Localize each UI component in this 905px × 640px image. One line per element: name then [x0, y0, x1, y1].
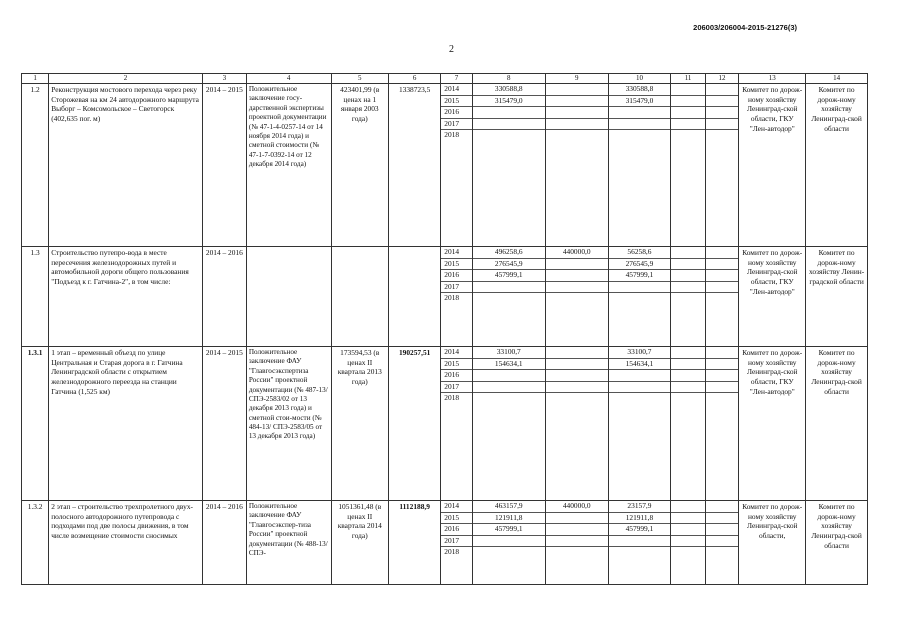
total: 1338723,5 [389, 84, 441, 247]
year: 2015 [441, 513, 471, 525]
year: 2016 [441, 107, 471, 119]
object-name: 2 этап – строительство трехпролетного двух-полосного автодорожного путепровода с подходами под две полосы движения, в том числе возмещение стоимости сносимых [49, 501, 203, 585]
amount-local-cell [671, 501, 706, 585]
program-table [21, 73, 868, 585]
year: 2017 [441, 536, 471, 548]
year: 2014 [441, 347, 471, 359]
total: 1112188,9 [389, 501, 441, 585]
amount-other-cell [705, 347, 738, 501]
executor: Комитет по дорож-ному хозяйству Ленинград-ской области [806, 347, 868, 501]
amount-total: 121911,8 [473, 513, 545, 525]
amount-federal [546, 259, 608, 271]
amount-regional-cell [608, 247, 671, 347]
amount-total: 496258,6 [473, 247, 545, 259]
page-number: 2 [449, 44, 454, 55]
amount-total-cell [472, 84, 545, 247]
amount-total [473, 547, 545, 558]
amount-regional: 457999,1 [609, 524, 671, 536]
amount-federal [546, 119, 608, 131]
amount-federal [546, 393, 608, 404]
customer: Комитет по дорож-ному хозяйству Ленинград-ской области, ГКУ "Лен-автодор" [739, 247, 806, 347]
amount-regional-cell [608, 501, 671, 585]
amount-federal [546, 513, 608, 525]
amount-regional [609, 107, 671, 119]
year: 2015 [441, 96, 471, 108]
col-header: 9 [545, 74, 608, 84]
row-number: 1.2 [22, 84, 49, 247]
amount-federal [546, 524, 608, 536]
executor: Комитет по дорож-ному хозяйству Ленинград-ской области [806, 84, 868, 247]
amount-regional: 33100,7 [609, 347, 671, 359]
amount-local-cell [671, 347, 706, 501]
amount-regional: 315479,0 [609, 96, 671, 108]
expertise: Положительное заключение госу-дарственной экспертизы проектной документации (№ 47-1-4-0257-14 от 14 ноября 2014 года) и сметной стоимости (№ 47-1-7-0392-14 от 12 декабря 2014 года) [246, 84, 331, 247]
amount-federal [546, 359, 608, 371]
row-number: 1.3.2 [22, 501, 49, 585]
amount-federal [546, 84, 608, 96]
amount-federal-cell [545, 247, 608, 347]
amount-federal-cell [545, 84, 608, 247]
amount-regional: 154634,1 [609, 359, 671, 371]
row-number: 1.3.1 [22, 347, 49, 501]
amount-federal [546, 547, 608, 558]
amount-total: 315479,0 [473, 96, 545, 108]
amount-regional-cell [608, 84, 671, 247]
amount-total: 33100,7 [473, 347, 545, 359]
amount-total [473, 282, 545, 294]
amount-regional [609, 547, 671, 558]
total [389, 247, 441, 347]
amount-federal [546, 347, 608, 359]
amount-regional-cell [608, 347, 671, 501]
amount-regional [609, 282, 671, 294]
year: 2014 [441, 501, 471, 513]
year: 2014 [441, 84, 471, 96]
year: 2018 [444, 293, 460, 303]
table-row [22, 84, 868, 247]
document-number: 206003/206004-2015-21276(3) [693, 23, 797, 32]
col-header: 1 [22, 74, 49, 84]
amount-regional [609, 293, 671, 304]
amount-federal: 440000,0 [546, 247, 608, 259]
amount-regional [609, 382, 671, 394]
col-header: 11 [671, 74, 706, 84]
years-cell [441, 247, 472, 347]
amount-total [473, 119, 545, 131]
col-header: 14 [806, 74, 868, 84]
table-row [22, 247, 868, 347]
customer: Комитет по дорож-ному хозяйству Ленинград-ской области, ГКУ "Лен-автодор" [739, 347, 806, 501]
col-header: 10 [608, 74, 671, 84]
amount-other-cell [705, 247, 738, 347]
amount-total: 457999,1 [473, 524, 545, 536]
executor: Комитет по дорож-ному хозяйству Ленин-градской области [806, 247, 868, 347]
amount-other-cell [705, 84, 738, 247]
amount-federal-cell [545, 501, 608, 585]
col-header: 13 [739, 74, 806, 84]
amount-federal [546, 96, 608, 108]
cost: 1051361,48 (в ценах II квартала 2014 года) [331, 501, 389, 585]
amount-regional: 457999,1 [609, 270, 671, 282]
period: 2014 – 2016 [202, 247, 246, 347]
amount-regional [609, 393, 671, 404]
amount-total: 276545,9 [473, 259, 545, 271]
year: 2017 [441, 282, 471, 294]
amount-federal [546, 282, 608, 294]
amount-federal: 440000,0 [546, 501, 608, 513]
expertise [246, 247, 331, 347]
executor: Комитет по дорож-ному хозяйству Ленинград-ской области [806, 501, 868, 585]
year: 2014 [441, 247, 471, 259]
col-header: 7 [441, 74, 472, 84]
year: 2018 [444, 130, 460, 140]
amount-federal [546, 293, 608, 304]
row-number: 1.3 [22, 247, 49, 347]
cost [331, 247, 389, 347]
amount-local-cell [671, 84, 706, 247]
amount-federal [546, 536, 608, 548]
cost: 173594,53 (в ценах II квартала 2013 года) [331, 347, 389, 501]
amount-total [473, 370, 545, 382]
col-header: 8 [472, 74, 545, 84]
amount-regional: 121911,8 [609, 513, 671, 525]
amount-federal [546, 270, 608, 282]
table-row [22, 347, 868, 501]
amount-federal [546, 370, 608, 382]
year: 2015 [441, 359, 471, 371]
amount-total: 457999,1 [473, 270, 545, 282]
period: 2014 – 2015 [202, 347, 246, 501]
amount-total-cell [472, 501, 545, 585]
customer: Комитет по дорож-ному хозяйству Ленинград-ской области, ГКУ "Лен-автодор" [739, 84, 806, 247]
amount-regional [609, 370, 671, 382]
amount-local-cell [671, 247, 706, 347]
col-header: 6 [389, 74, 441, 84]
amount-federal [546, 107, 608, 119]
amount-regional [609, 536, 671, 548]
object-name: 1 этап – временный объезд по улице Центральная и Старая дорога в г. Гатчина Ленинградской области с открытием железнодорожного переезда на станции Гатчина (1,525 км) [49, 347, 203, 501]
col-header: 5 [331, 74, 389, 84]
years-cell [441, 501, 472, 585]
amount-total: 154634,1 [473, 359, 545, 371]
amount-other-cell [705, 501, 738, 585]
amount-total [473, 130, 545, 141]
amount-total [473, 293, 545, 304]
amount-regional: 330588,8 [609, 84, 671, 96]
amount-regional: 276545,9 [609, 259, 671, 271]
period: 2014 – 2016 [202, 501, 246, 585]
total: 190257,51 [389, 347, 441, 501]
amount-total [473, 393, 545, 404]
year: 2018 [444, 393, 460, 403]
col-header: 3 [202, 74, 246, 84]
year: 2016 [441, 370, 471, 382]
expertise: Положительное заключение ФАУ "Главгосэкспер-тиза России" проектной документации (№ 488-13/СПЭ- [246, 501, 331, 585]
col-header: 12 [705, 74, 738, 84]
years-cell [441, 347, 472, 501]
expertise: Положительное заключение ФАУ "Главгосэкспертиза России" проектной документации (№ 487-13/СПЭ-2583/02 от 13 декабря 2013 года) и сметной стои-мости (№ 484-13/ СПЭ-2583/05 от 13 декабря 2013 года) [246, 347, 331, 501]
amount-federal-cell [545, 347, 608, 501]
year: 2018 [444, 547, 460, 557]
table-row [22, 501, 868, 585]
amount-federal [546, 382, 608, 394]
amount-regional: 23157,9 [609, 501, 671, 513]
year: 2016 [441, 270, 471, 282]
column-number-row [22, 74, 868, 84]
amount-regional [609, 119, 671, 131]
customer: Комитет по дорож-ному хозяйству Ленинград-ской области, [739, 501, 806, 585]
amount-total-cell [472, 247, 545, 347]
amount-regional: 56258,6 [609, 247, 671, 259]
amount-total [473, 382, 545, 394]
amount-total: 330588,8 [473, 84, 545, 96]
year: 2015 [441, 259, 471, 271]
col-header: 2 [49, 74, 203, 84]
amount-regional [609, 130, 671, 141]
col-header: 4 [246, 74, 331, 84]
years-cell [441, 84, 472, 247]
amount-total-cell [472, 347, 545, 501]
year: 2016 [441, 524, 471, 536]
object-name: Реконструкция мостового перехода через реку Сторожевая на км 24 автодорожного маршрута Выборг – Комсомольское – Светогорск (402,635 пог. м) [49, 84, 203, 247]
period: 2014 – 2015 [202, 84, 246, 247]
cost: 423401,99 (в ценах на 1 января 2003 года) [331, 84, 389, 247]
amount-total: 463157,9 [473, 501, 545, 513]
object-name: Строительство путепро-вода в месте пересечения железнодорожных путей и автомобильной дороги общего пользования "Подъезд к г. Гатчина-2", в том числе: [49, 247, 203, 347]
amount-federal [546, 130, 608, 141]
amount-total [473, 107, 545, 119]
year: 2017 [441, 382, 471, 394]
amount-total [473, 536, 545, 548]
year: 2017 [441, 119, 471, 131]
